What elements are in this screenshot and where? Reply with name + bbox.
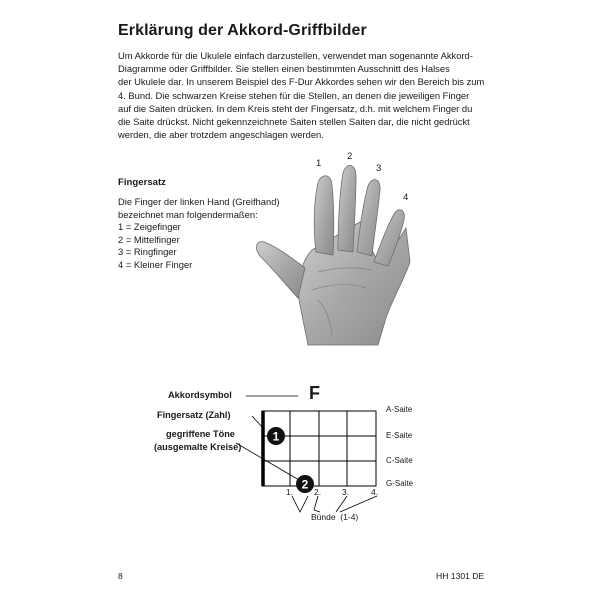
hand-number-4: 4 <box>403 192 409 203</box>
finger-dot-2-label: 2 <box>301 477 309 492</box>
string-label-g: G-Saite <box>386 479 414 488</box>
page-number: 8 <box>118 571 123 581</box>
fret-number-2: 2. <box>314 487 322 497</box>
fingersatz-line: 2 = Mittelfinger <box>118 233 180 245</box>
page-title: Erklärung der Akkord-Griffbilder <box>118 22 367 39</box>
pressed-label-2: (ausgemalte Kreise) <box>154 442 242 452</box>
intro-line: Diagramme oder Griffbilder. Sie stellen einen bestimmten Ausschnitt des Halses <box>118 63 450 75</box>
finger-dot-1-label: 1 <box>272 429 280 444</box>
intro-line: 4. Bund. Die schwarzen Kreise stehen für die Stellen, an denen die jeweiligen Finger <box>118 89 470 101</box>
fingersatz-line: 4 = Kleiner Finger <box>118 258 193 270</box>
hand-number-2: 2 <box>347 151 353 162</box>
fingersatz-line: 3 = Ringfinger <box>118 246 177 258</box>
fret-number-3: 3. <box>342 487 350 497</box>
fret-number-1: 1. <box>286 487 294 497</box>
string-label-e: E-Saite <box>386 431 413 440</box>
pressed-label-1: gegriffene Töne <box>166 429 235 439</box>
leader-line-fret-2 <box>314 496 320 512</box>
string-label-a: A-Saite <box>386 405 413 414</box>
intro-line: Um Akkorde für die Ukulele einfach darzustellen, verwendet man sogenannte Akkord- <box>118 50 473 61</box>
fingering-label: Fingersatz (Zahl) <box>157 410 231 420</box>
leader-line-fret-1 <box>292 496 308 512</box>
frets-caption: Bünde (1-4) <box>311 512 359 522</box>
hand-number-1: 1 <box>316 158 322 169</box>
string-label-c: C-Saite <box>386 456 413 465</box>
chord-symbol-label: Akkordsymbol <box>168 390 232 400</box>
fingersatz-line: 1 = Zeigefinger <box>118 221 181 233</box>
intro-line: der Ukulele dar. In unserem Beispiel des F-Dur Akkordes sehen wir den Bereich bis zum <box>118 76 485 88</box>
intro-line: werden, die aber trotzdem angeschlagen werden. <box>118 129 324 141</box>
fingersatz-line: bezeichnet man folgendermaßen: <box>118 208 258 220</box>
hand-number-3: 3 <box>376 163 382 174</box>
fingersatz-heading: Fingersatz <box>118 177 166 188</box>
chord-symbol: F <box>309 383 320 403</box>
intro-line: die Saite drückst. Nicht gekennzeichnete Saiten stellen Saiten dar, die nicht gedrückt <box>118 116 470 128</box>
fret-number-4: 4. <box>371 487 379 497</box>
fingersatz-line: Die Finger der linken Hand (Greifhand) <box>118 196 280 207</box>
intro-line: auf die Saiten drücken. In dem Kreis steht der Fingersatz, d.h. mit welchem Finger du <box>118 102 473 114</box>
publication-code: HH 1301 DE <box>436 571 485 581</box>
